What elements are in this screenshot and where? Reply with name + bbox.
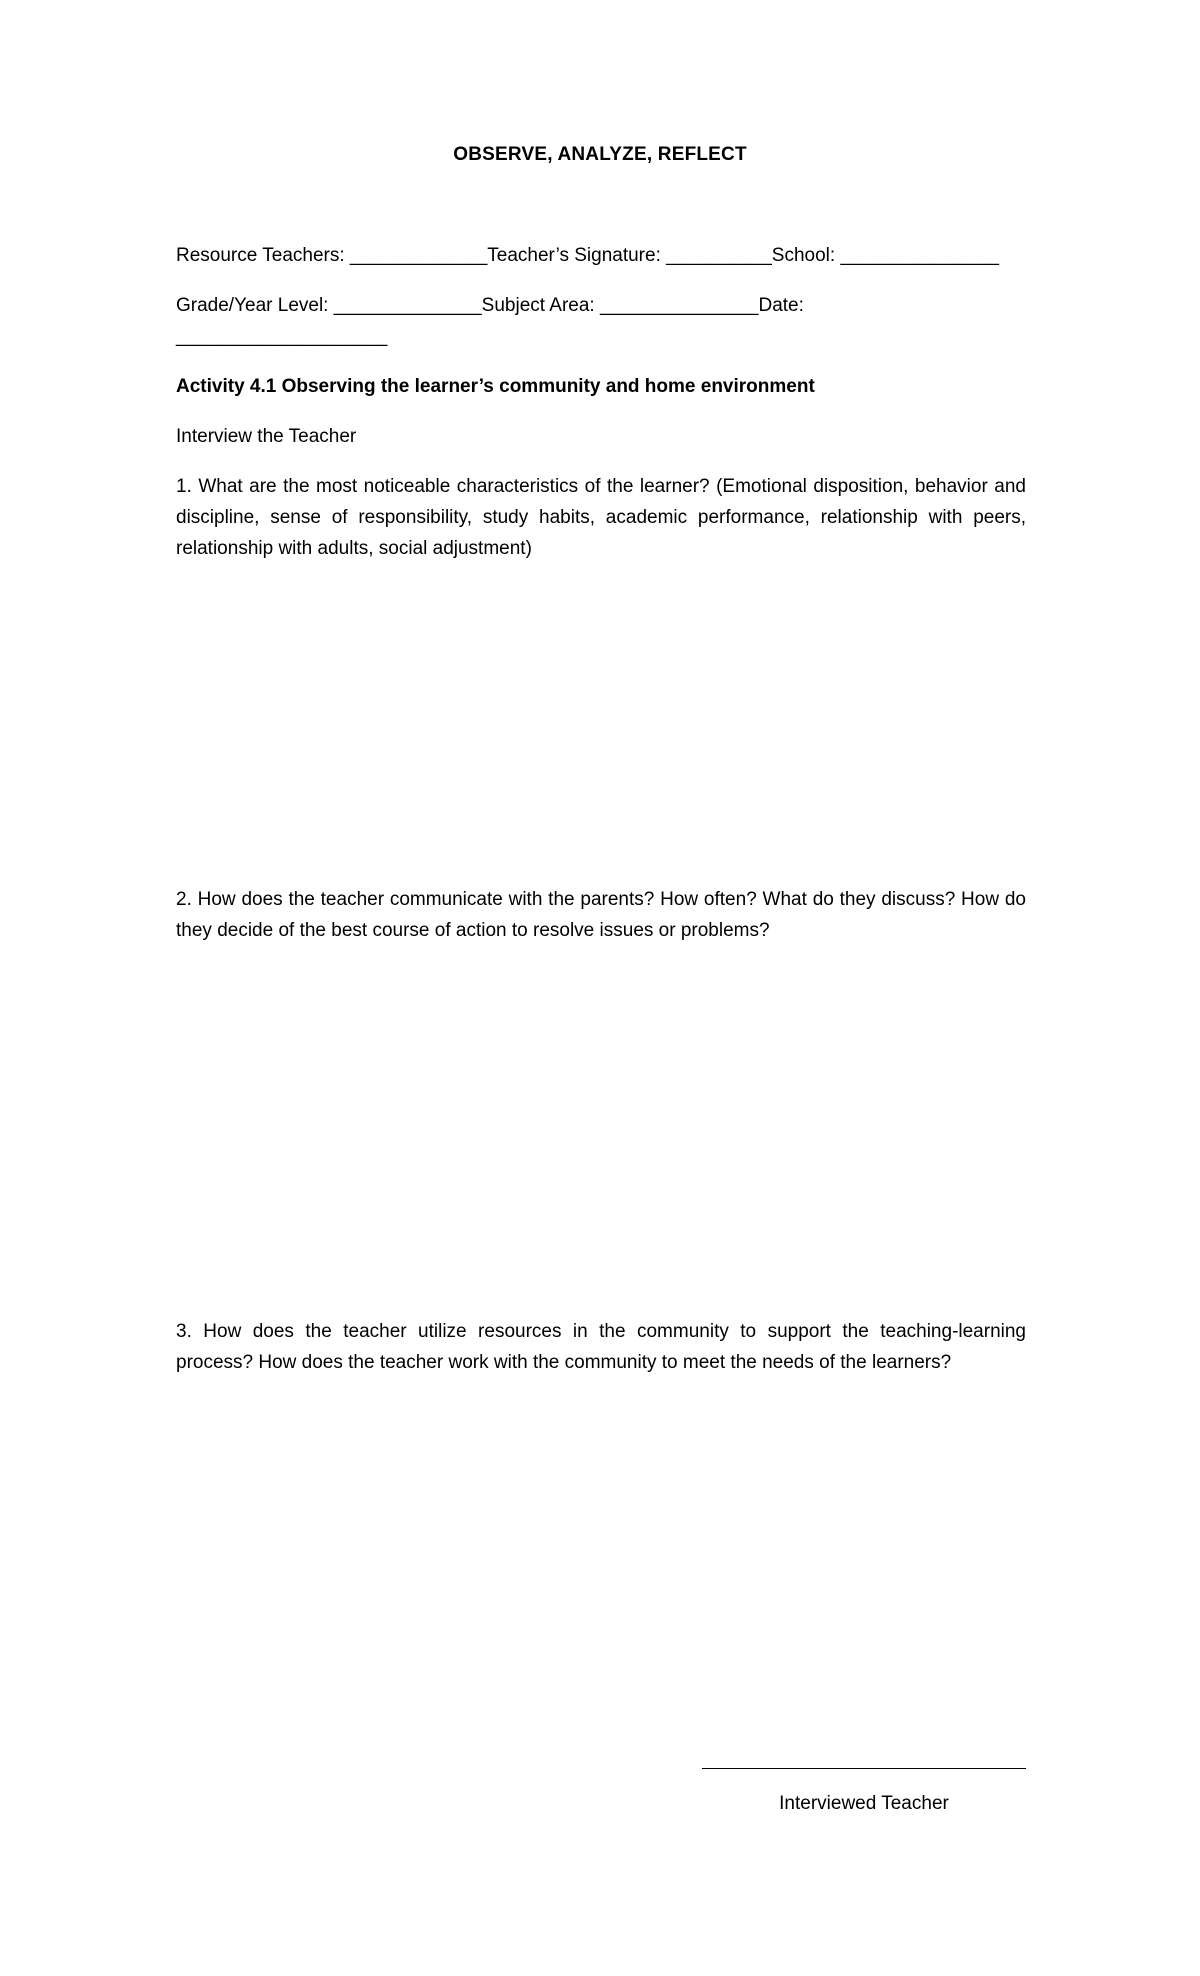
document-title: OBSERVE, ANALYZE, REFLECT: [453, 144, 747, 165]
signature-caption: Interviewed Teacher: [779, 1793, 949, 1814]
signature-line: [702, 1768, 1026, 1769]
interview-subheading: Interview the Teacher: [176, 426, 357, 447]
header-line-grade-level: Grade/Year Level: ______________Subject Area: _______________Date:: [176, 295, 804, 316]
question-3: 3. How does the teacher utilize resources in the community to support the teaching-learning process? How does the teacher work with the community to meet the needs of the learners?: [176, 1321, 1026, 1373]
question-2: 2. How does the teacher communicate with the parents? How often? What do they discuss? How do they decide of the best course of action to resolve issues or problems?: [176, 889, 1026, 941]
header-line-date-blank: ____________________: [176, 326, 388, 347]
activity-heading: Activity 4.1 Observing the learner’s community and home environment: [176, 376, 815, 397]
question-1: 1. What are the most noticeable characteristics of the learner? (Emotional disposition, behavior and discipline, sense of responsibility, study habits, academic performance, relationship with peers, relationship with adults, social adjustment): [176, 476, 1026, 559]
header-line-resource-teachers: Resource Teachers: _____________Teacher’s Signature: __________School: _______________: [176, 245, 999, 266]
